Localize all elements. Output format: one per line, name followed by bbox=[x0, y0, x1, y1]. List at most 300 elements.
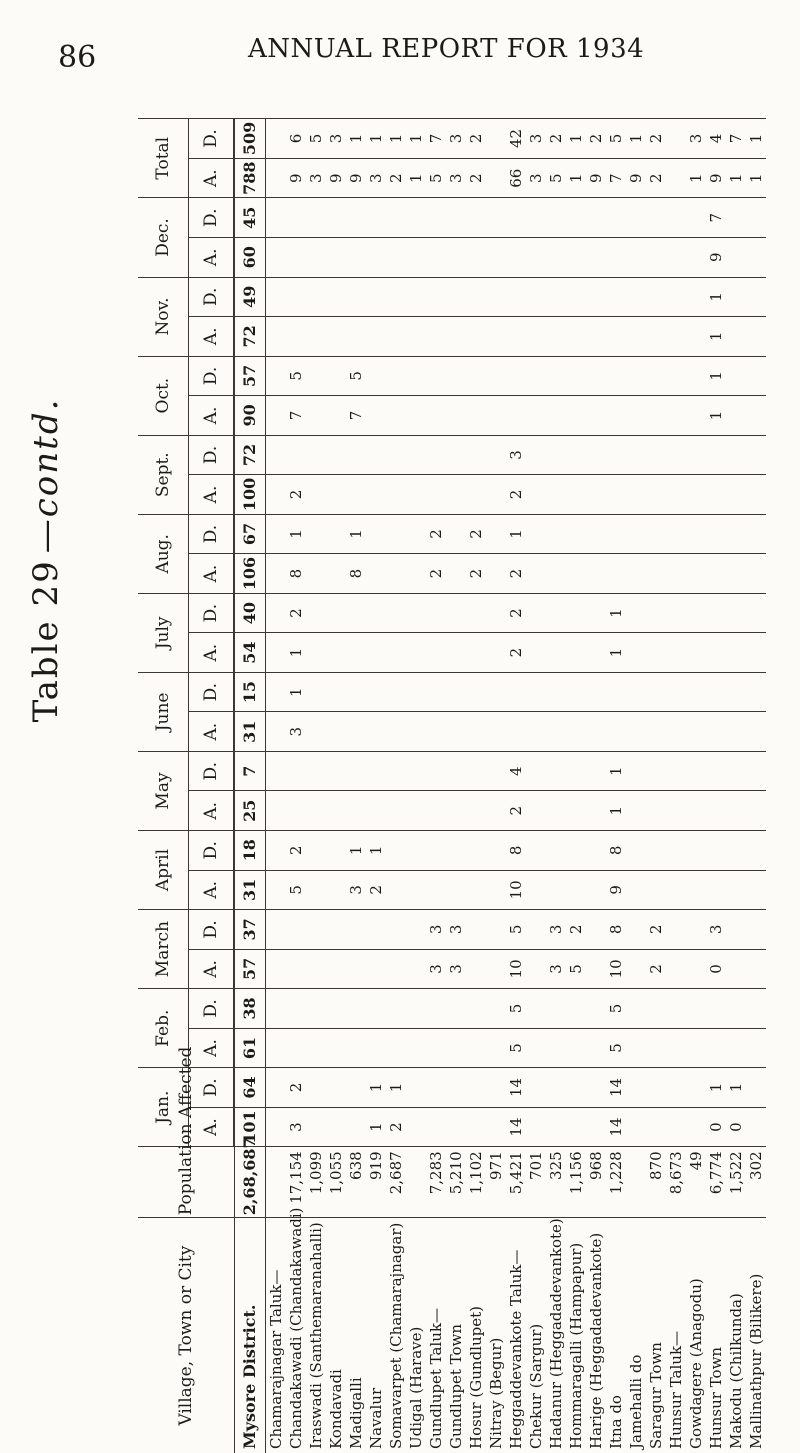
value-cell bbox=[566, 237, 586, 277]
value-cell bbox=[386, 237, 406, 277]
value-cell bbox=[706, 989, 726, 1029]
value-cell bbox=[526, 1068, 546, 1108]
value-cell bbox=[726, 317, 746, 357]
value-cell: 788 bbox=[234, 158, 266, 198]
value-cell bbox=[666, 633, 686, 673]
value-cell bbox=[306, 198, 326, 238]
value-cell: 14 bbox=[506, 1068, 526, 1108]
value-cell bbox=[486, 1028, 506, 1068]
value-cell bbox=[746, 672, 766, 712]
value-cell bbox=[726, 356, 746, 396]
value-cell bbox=[466, 910, 486, 950]
value-cell bbox=[526, 396, 546, 436]
value-cell: 1 bbox=[286, 672, 306, 712]
value-cell bbox=[486, 198, 506, 238]
value-cell bbox=[506, 672, 526, 712]
value-cell: 66 bbox=[506, 158, 526, 198]
value-cell: 2 bbox=[366, 870, 386, 910]
value-cell bbox=[346, 237, 366, 277]
value-cell bbox=[306, 633, 326, 673]
value-cell: 2 bbox=[466, 554, 486, 594]
value-cell bbox=[326, 791, 346, 831]
column-header-attacks: A. bbox=[189, 791, 235, 831]
value-cell bbox=[666, 593, 686, 633]
value-cell: 7 bbox=[706, 198, 726, 238]
value-cell: 90 bbox=[234, 396, 266, 436]
value-cell bbox=[626, 1107, 646, 1147]
value-cell bbox=[546, 198, 566, 238]
value-cell bbox=[626, 672, 646, 712]
value-cell bbox=[386, 1028, 406, 1068]
value-cell bbox=[686, 396, 706, 436]
value-cell bbox=[686, 672, 706, 712]
value-cell bbox=[746, 712, 766, 752]
table-row bbox=[646, 119, 666, 1453]
value-cell bbox=[526, 712, 546, 752]
value-cell bbox=[306, 237, 326, 277]
value-cell bbox=[306, 791, 326, 831]
value-cell bbox=[726, 198, 746, 238]
value-cell: 2 bbox=[506, 633, 526, 673]
value-cell bbox=[666, 198, 686, 238]
value-cell: 106 bbox=[234, 554, 266, 594]
value-cell bbox=[686, 1028, 706, 1068]
value-cell: 9 bbox=[286, 158, 306, 198]
value-cell bbox=[466, 989, 486, 1029]
value-cell bbox=[666, 158, 686, 198]
value-cell bbox=[286, 949, 306, 989]
place-cell: Nitray (Begur) bbox=[486, 1218, 506, 1453]
value-cell: 60 bbox=[234, 237, 266, 277]
value-cell bbox=[546, 1068, 566, 1108]
value-cell bbox=[346, 791, 366, 831]
value-cell bbox=[486, 554, 506, 594]
value-cell bbox=[286, 198, 306, 238]
value-cell bbox=[746, 791, 766, 831]
population-cell: 638 bbox=[346, 1147, 366, 1218]
value-cell bbox=[306, 751, 326, 791]
value-cell bbox=[346, 435, 366, 475]
value-cell: 8 bbox=[286, 554, 306, 594]
value-cell bbox=[486, 514, 506, 554]
column-header-attacks: A. bbox=[189, 870, 235, 910]
value-cell bbox=[486, 870, 506, 910]
value-cell bbox=[446, 514, 466, 554]
value-cell bbox=[526, 910, 546, 950]
value-cell bbox=[646, 593, 666, 633]
value-cell bbox=[646, 317, 666, 357]
value-cell: 8 bbox=[346, 554, 366, 594]
value-cell bbox=[646, 870, 666, 910]
value-cell: 1 bbox=[706, 356, 726, 396]
value-cell bbox=[746, 1028, 766, 1068]
value-cell bbox=[646, 514, 666, 554]
value-cell bbox=[586, 396, 606, 436]
value-cell bbox=[346, 1028, 366, 1068]
value-cell bbox=[446, 396, 466, 436]
value-cell: 37 bbox=[234, 910, 266, 950]
value-cell bbox=[526, 593, 546, 633]
value-cell bbox=[266, 751, 287, 791]
value-cell: 1 bbox=[566, 119, 586, 159]
value-cell: 2 bbox=[586, 119, 606, 159]
column-header-month: May bbox=[138, 751, 189, 830]
value-cell bbox=[326, 751, 346, 791]
value-cell bbox=[466, 791, 486, 831]
value-cell bbox=[726, 633, 746, 673]
value-cell bbox=[746, 633, 766, 673]
value-cell bbox=[646, 237, 666, 277]
value-cell: 5 bbox=[546, 158, 566, 198]
value-cell: 1 bbox=[386, 119, 406, 159]
value-cell bbox=[686, 317, 706, 357]
value-cell bbox=[346, 277, 366, 317]
column-header-place: Village, Town or City bbox=[138, 1218, 234, 1453]
value-cell bbox=[486, 277, 506, 317]
value-cell bbox=[566, 356, 586, 396]
place-cell: Chekur (Sargur) bbox=[526, 1218, 546, 1453]
value-cell bbox=[706, 751, 726, 791]
value-cell bbox=[486, 791, 506, 831]
population-cell: 49 bbox=[686, 1147, 706, 1218]
value-cell bbox=[346, 633, 366, 673]
place-cell: Gundlupet Town bbox=[446, 1218, 466, 1453]
value-cell: 54 bbox=[234, 633, 266, 673]
value-cell bbox=[426, 475, 446, 515]
value-cell bbox=[526, 831, 546, 871]
value-cell bbox=[306, 989, 326, 1029]
column-header-attacks: A. bbox=[189, 949, 235, 989]
value-cell bbox=[526, 514, 546, 554]
value-cell bbox=[486, 751, 506, 791]
value-cell bbox=[546, 435, 566, 475]
table-row bbox=[366, 119, 386, 1453]
value-cell: 1 bbox=[406, 158, 426, 198]
value-cell bbox=[266, 158, 287, 198]
value-cell bbox=[746, 870, 766, 910]
value-cell bbox=[666, 910, 686, 950]
place-cell: Hosur (Gundlupet) bbox=[466, 1218, 486, 1453]
column-header-deaths: D. bbox=[189, 910, 235, 950]
value-cell bbox=[366, 791, 386, 831]
value-cell: 1 bbox=[346, 831, 366, 871]
value-cell bbox=[386, 317, 406, 357]
value-cell bbox=[566, 198, 586, 238]
value-cell bbox=[626, 712, 646, 752]
value-cell bbox=[346, 1107, 366, 1147]
place-cell: Mysore District. bbox=[234, 1218, 266, 1453]
value-cell bbox=[566, 672, 586, 712]
value-cell bbox=[366, 514, 386, 554]
value-cell bbox=[586, 435, 606, 475]
value-cell: 101 bbox=[234, 1107, 266, 1147]
value-cell: 5 bbox=[286, 356, 306, 396]
value-cell bbox=[346, 475, 366, 515]
place-cell: Hommaragalli (Hampapur) bbox=[566, 1218, 586, 1453]
value-cell bbox=[406, 198, 426, 238]
value-cell bbox=[486, 435, 506, 475]
value-cell bbox=[666, 475, 686, 515]
value-cell bbox=[346, 1068, 366, 1108]
value-cell: 14 bbox=[506, 1107, 526, 1147]
value-cell bbox=[426, 356, 446, 396]
value-cell bbox=[586, 712, 606, 752]
value-cell bbox=[506, 317, 526, 357]
value-cell: 8 bbox=[606, 910, 626, 950]
value-cell bbox=[746, 554, 766, 594]
column-header-month: Total bbox=[138, 119, 189, 198]
value-cell bbox=[386, 751, 406, 791]
value-cell bbox=[326, 870, 346, 910]
population-cell: 17,154 bbox=[286, 1147, 306, 1218]
value-cell bbox=[606, 712, 626, 752]
value-cell: 3 bbox=[286, 712, 306, 752]
value-cell bbox=[326, 317, 346, 357]
value-cell: 0 bbox=[706, 949, 726, 989]
table-row bbox=[566, 119, 586, 1453]
value-cell bbox=[606, 475, 626, 515]
value-cell bbox=[406, 870, 426, 910]
value-cell bbox=[626, 475, 646, 515]
value-cell bbox=[726, 831, 746, 871]
value-cell bbox=[746, 751, 766, 791]
population-cell: 1,099 bbox=[306, 1147, 326, 1218]
value-cell bbox=[546, 633, 566, 673]
table-title-label: Table 29 bbox=[26, 559, 66, 722]
place-cell: Heggaddevankote Taluk— bbox=[506, 1218, 526, 1453]
value-cell: 1 bbox=[506, 514, 526, 554]
value-cell bbox=[446, 277, 466, 317]
value-cell bbox=[626, 514, 646, 554]
value-cell bbox=[286, 277, 306, 317]
value-cell bbox=[606, 198, 626, 238]
value-cell bbox=[486, 633, 506, 673]
value-cell bbox=[466, 672, 486, 712]
value-cell: 1 bbox=[686, 158, 706, 198]
value-cell bbox=[686, 198, 706, 238]
value-cell bbox=[406, 989, 426, 1029]
value-cell bbox=[526, 1107, 546, 1147]
value-cell: 5 bbox=[506, 989, 526, 1029]
column-header-attacks: A. bbox=[189, 1028, 235, 1068]
table-row bbox=[626, 119, 646, 1453]
table-row bbox=[234, 119, 266, 1453]
value-cell bbox=[666, 672, 686, 712]
value-cell: 1 bbox=[706, 396, 726, 436]
value-cell: 25 bbox=[234, 791, 266, 831]
value-cell bbox=[686, 1068, 706, 1108]
value-cell bbox=[666, 317, 686, 357]
value-cell bbox=[266, 514, 287, 554]
value-cell bbox=[606, 435, 626, 475]
value-cell bbox=[406, 672, 426, 712]
value-cell bbox=[466, 1068, 486, 1108]
value-cell bbox=[586, 1107, 606, 1147]
value-cell: 10 bbox=[506, 949, 526, 989]
place-cell: Gundlupet Taluk— bbox=[426, 1218, 446, 1453]
value-cell bbox=[526, 1028, 546, 1068]
value-cell bbox=[686, 237, 706, 277]
value-cell bbox=[706, 870, 726, 910]
column-header-month: Nov. bbox=[138, 277, 189, 356]
value-cell bbox=[266, 633, 287, 673]
value-cell bbox=[286, 237, 306, 277]
value-cell bbox=[626, 751, 646, 791]
value-cell: 9 bbox=[706, 237, 726, 277]
value-cell: 1 bbox=[366, 119, 386, 159]
value-cell bbox=[286, 751, 306, 791]
place-cell: Chamarajnagar Taluk— bbox=[266, 1218, 287, 1453]
value-cell bbox=[526, 435, 546, 475]
value-cell bbox=[586, 356, 606, 396]
value-cell bbox=[466, 475, 486, 515]
table-row bbox=[526, 119, 546, 1453]
value-cell bbox=[686, 831, 706, 871]
value-cell bbox=[306, 514, 326, 554]
value-cell bbox=[426, 1068, 446, 1108]
value-cell bbox=[406, 475, 426, 515]
value-cell bbox=[706, 514, 726, 554]
value-cell bbox=[546, 1028, 566, 1068]
value-cell bbox=[546, 831, 566, 871]
value-cell: 8 bbox=[606, 831, 626, 871]
value-cell bbox=[746, 989, 766, 1029]
value-cell bbox=[726, 277, 746, 317]
value-cell bbox=[686, 791, 706, 831]
table-row bbox=[266, 119, 287, 1453]
value-cell bbox=[486, 1107, 506, 1147]
value-cell bbox=[546, 514, 566, 554]
column-header-attacks: A. bbox=[189, 633, 235, 673]
value-cell: 31 bbox=[234, 712, 266, 752]
value-cell: 7 bbox=[234, 751, 266, 791]
value-cell: 3 bbox=[526, 119, 546, 159]
value-cell bbox=[726, 791, 746, 831]
rotated-table-sheet bbox=[138, 118, 762, 1453]
value-cell bbox=[526, 277, 546, 317]
value-cell: 9 bbox=[606, 870, 626, 910]
value-cell bbox=[326, 593, 346, 633]
value-cell: 3 bbox=[286, 1107, 306, 1147]
value-cell bbox=[486, 396, 506, 436]
value-cell bbox=[406, 317, 426, 357]
column-header-attacks: A. bbox=[189, 317, 235, 357]
value-cell bbox=[746, 277, 766, 317]
value-cell bbox=[346, 672, 366, 712]
table-row bbox=[726, 119, 746, 1453]
value-cell bbox=[366, 198, 386, 238]
value-cell bbox=[406, 554, 426, 594]
value-cell bbox=[466, 396, 486, 436]
value-cell: 3 bbox=[526, 158, 546, 198]
value-cell bbox=[546, 712, 566, 752]
value-cell bbox=[306, 356, 326, 396]
value-cell: 2 bbox=[286, 475, 306, 515]
value-cell: 100 bbox=[234, 475, 266, 515]
value-cell bbox=[686, 1107, 706, 1147]
value-cell bbox=[386, 435, 406, 475]
value-cell bbox=[726, 989, 746, 1029]
value-cell: 1 bbox=[606, 633, 626, 673]
value-cell bbox=[326, 435, 346, 475]
value-cell bbox=[446, 593, 466, 633]
value-cell: 57 bbox=[234, 356, 266, 396]
value-cell bbox=[266, 831, 287, 871]
place-cell: Makodu (Chilkunda) bbox=[726, 1218, 746, 1453]
value-cell bbox=[706, 633, 726, 673]
value-cell bbox=[746, 593, 766, 633]
value-cell bbox=[386, 831, 406, 871]
value-cell bbox=[486, 237, 506, 277]
value-cell: 1 bbox=[746, 158, 766, 198]
value-cell bbox=[566, 989, 586, 1029]
value-cell: 2 bbox=[426, 514, 446, 554]
column-header-month: Oct. bbox=[138, 356, 189, 435]
value-cell bbox=[626, 870, 646, 910]
value-cell bbox=[646, 1028, 666, 1068]
value-cell bbox=[626, 356, 646, 396]
place-cell: Iraswadi (Santhemaranahalli) bbox=[306, 1218, 326, 1453]
value-cell bbox=[586, 237, 606, 277]
value-cell bbox=[726, 672, 746, 712]
value-cell bbox=[586, 1028, 606, 1068]
value-cell bbox=[586, 593, 606, 633]
population-cell: 1,102 bbox=[466, 1147, 486, 1218]
value-cell bbox=[466, 751, 486, 791]
value-cell bbox=[526, 672, 546, 712]
value-cell bbox=[426, 712, 446, 752]
value-cell bbox=[746, 198, 766, 238]
value-cell bbox=[726, 910, 746, 950]
value-cell bbox=[266, 356, 287, 396]
value-cell bbox=[406, 1068, 426, 1108]
value-cell: 5 bbox=[346, 356, 366, 396]
value-cell bbox=[586, 198, 606, 238]
place-cell: Chandakawadi (Chandakawadi) bbox=[286, 1218, 306, 1453]
value-cell bbox=[506, 712, 526, 752]
table-row bbox=[446, 119, 466, 1453]
value-cell bbox=[406, 514, 426, 554]
value-cell bbox=[386, 949, 406, 989]
value-cell bbox=[486, 475, 506, 515]
population-cell: 8,673 bbox=[666, 1147, 686, 1218]
value-cell bbox=[346, 910, 366, 950]
column-header-month: Jan. bbox=[138, 1068, 189, 1147]
value-cell: 61 bbox=[234, 1028, 266, 1068]
value-cell bbox=[306, 1028, 326, 1068]
value-cell bbox=[726, 514, 746, 554]
value-cell: 1 bbox=[566, 158, 586, 198]
value-cell bbox=[546, 356, 566, 396]
value-cell bbox=[606, 514, 626, 554]
value-cell bbox=[346, 712, 366, 752]
value-cell bbox=[646, 633, 666, 673]
data-table bbox=[138, 118, 766, 1453]
value-cell bbox=[266, 910, 287, 950]
value-cell bbox=[306, 435, 326, 475]
value-cell bbox=[386, 870, 406, 910]
value-cell: 2 bbox=[286, 831, 306, 871]
value-cell bbox=[406, 396, 426, 436]
value-cell bbox=[566, 1028, 586, 1068]
column-header-attacks: A. bbox=[189, 475, 235, 515]
value-cell bbox=[566, 712, 586, 752]
value-cell bbox=[466, 1107, 486, 1147]
value-cell bbox=[666, 712, 686, 752]
value-cell bbox=[666, 870, 686, 910]
value-cell: 5 bbox=[426, 158, 446, 198]
value-cell bbox=[666, 949, 686, 989]
